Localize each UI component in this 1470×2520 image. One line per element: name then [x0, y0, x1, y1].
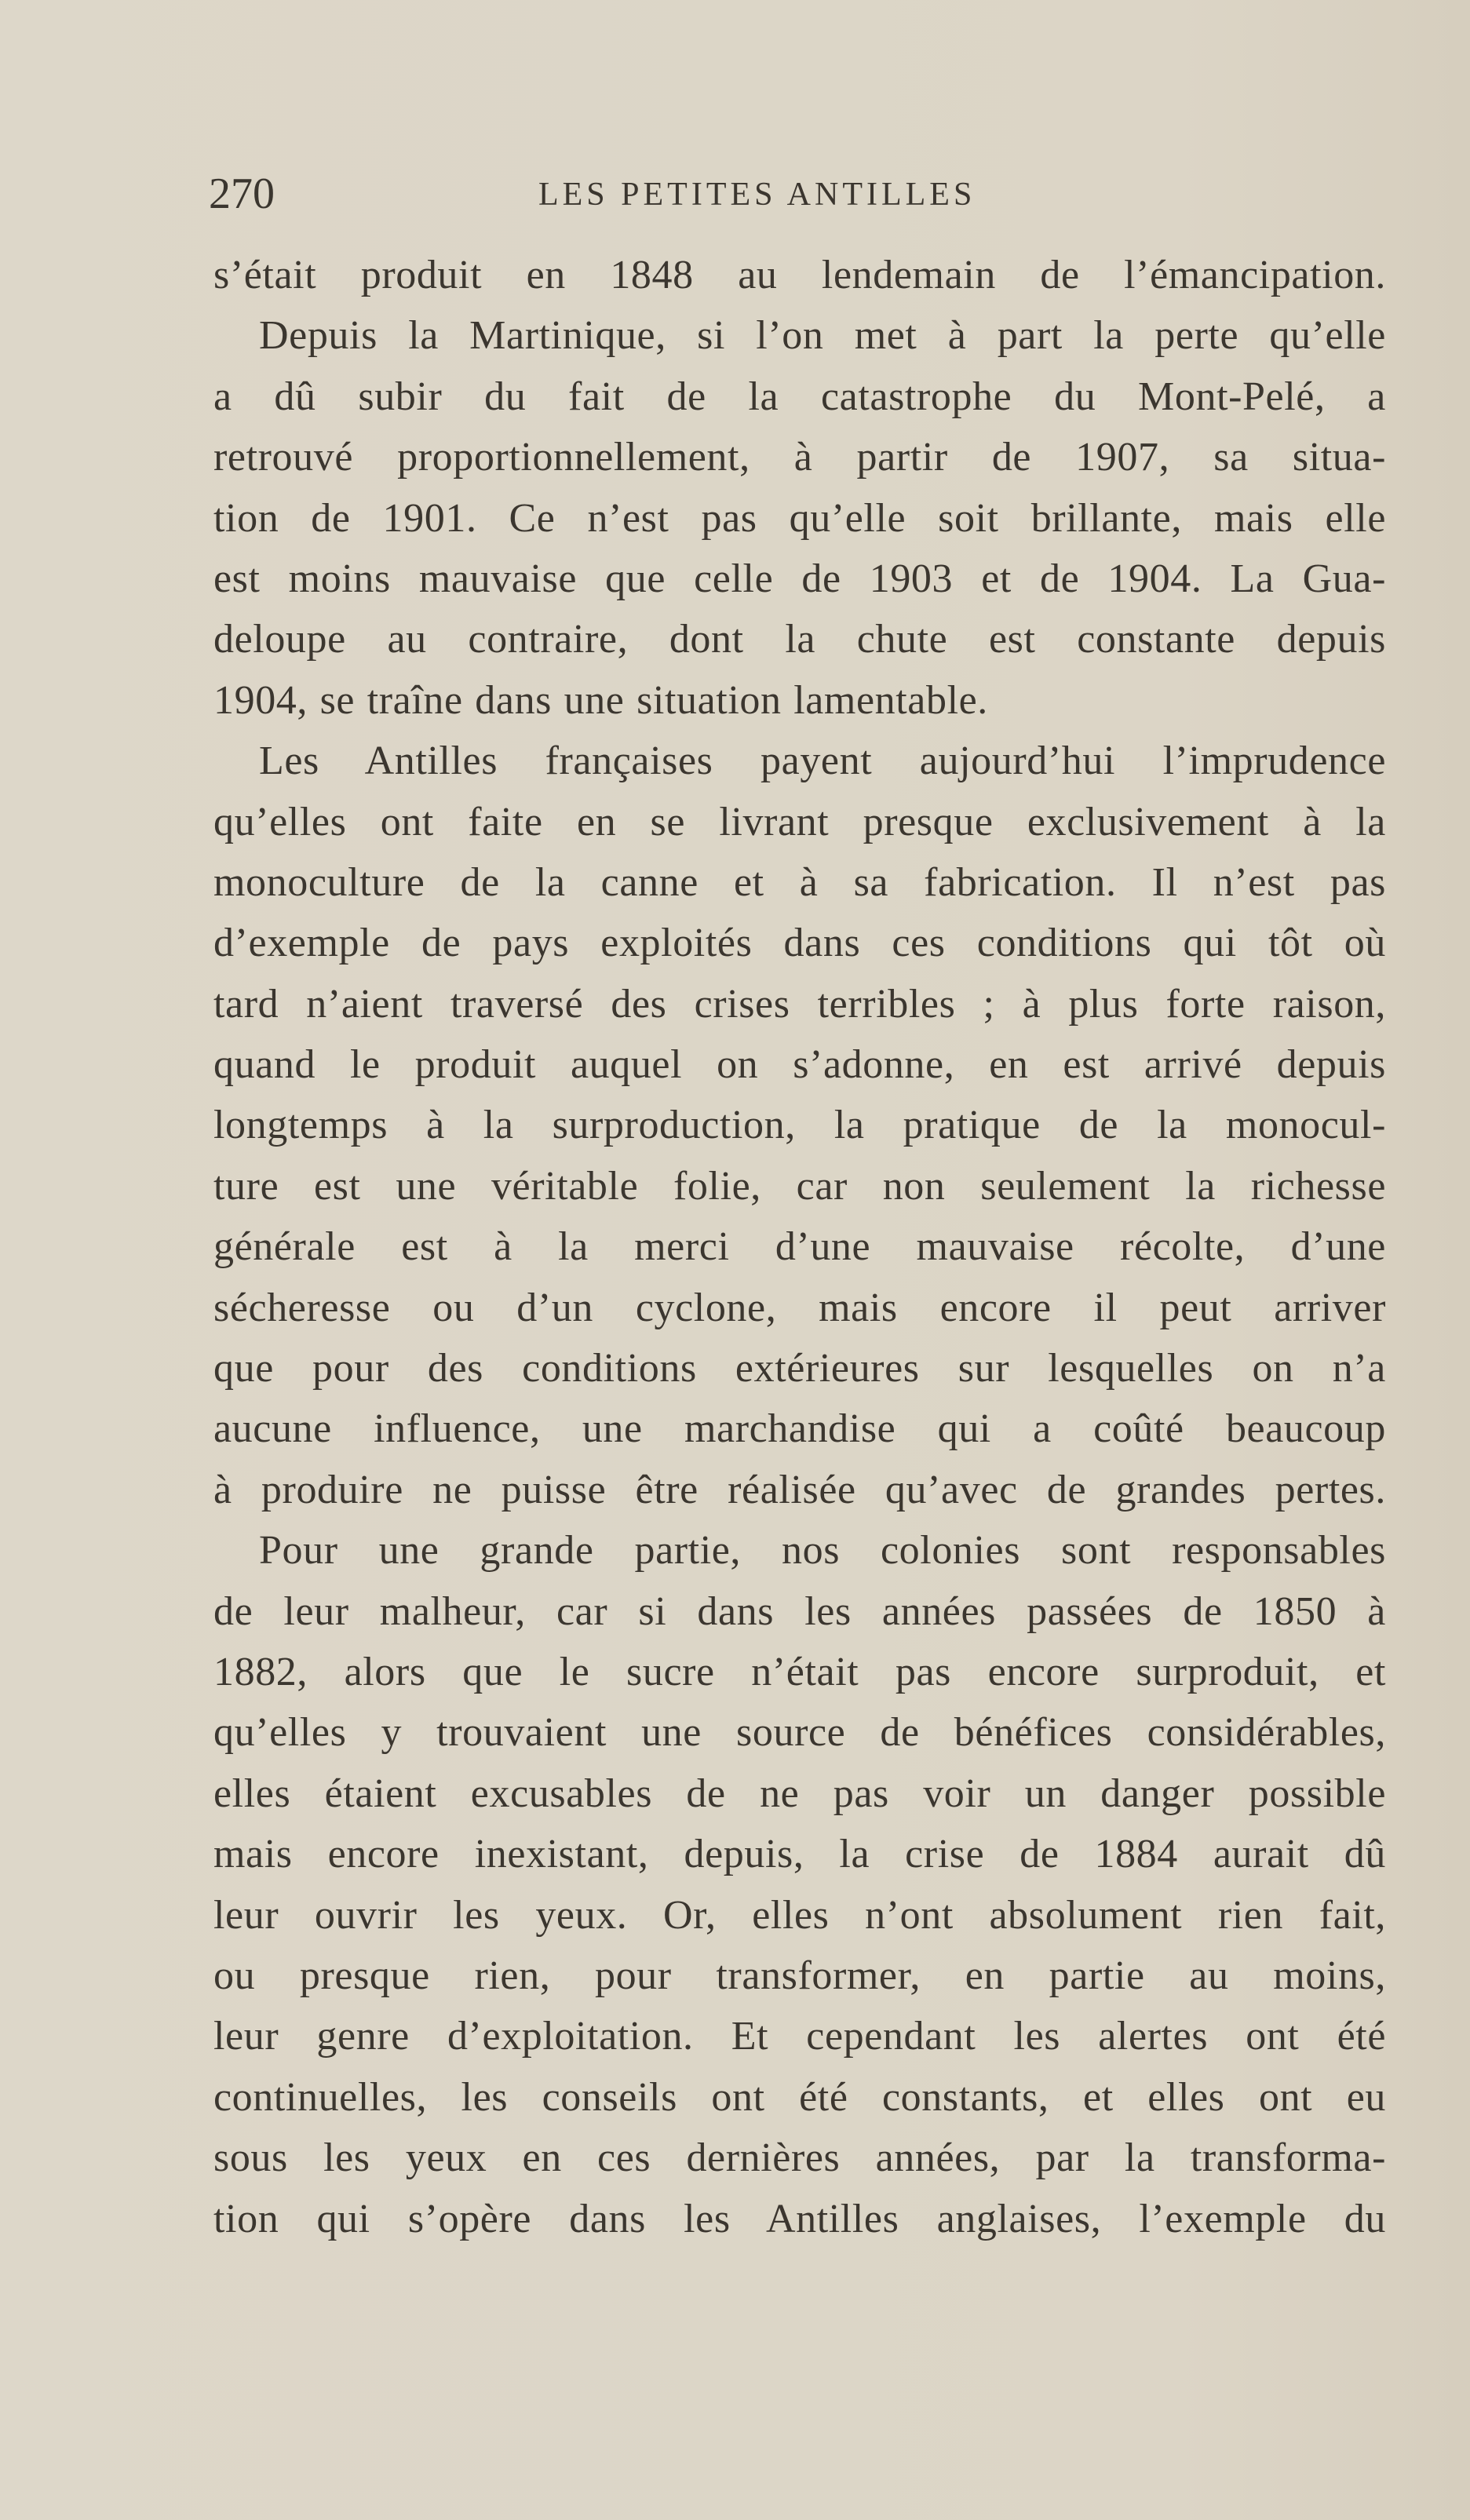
text-line: aucune influence, une marchandise qui a coûté beaucoup — [213, 1406, 1386, 1452]
text-line: 1904, se traîne dans une situation lamentable. — [213, 677, 988, 723]
running-title: LES PETITES ANTILLES — [538, 177, 976, 213]
text-line: tard n’aient traversé des crises terribles ; à plus forte raison, — [213, 981, 1386, 1027]
text-line: à produire ne puisse être réalisée qu’avec de grandes pertes. — [213, 1467, 1386, 1512]
text-line: monoculture de la canne et à sa fabrication. Il n’est pas — [213, 859, 1386, 905]
page-number: 270 — [209, 170, 275, 218]
text-line: Les Antilles françaises payent aujourd’hui l’imprudence — [259, 738, 1386, 784]
text-line: mais encore inexistant, depuis, la crise de 1884 aurait dû — [213, 1832, 1386, 1877]
text-line: retrouvé proportionnellement, à partir de 1907, sa situa- — [213, 435, 1386, 480]
text-line: s’était produit en 1848 au lendemain de l’émancipation. — [213, 253, 1386, 297]
text-line: a dû subir du fait de la catastrophe du Mont-Pelé, a — [213, 374, 1386, 419]
text-line: d’exemple de pays exploités dans ces conditions qui tôt où — [213, 921, 1386, 966]
text-line: ou presque rien, pour transformer, en partie au moins, — [213, 1953, 1386, 1998]
text-line: continuelles, les conseils ont été constants, et elles ont eu — [213, 2074, 1386, 2120]
text-line: qu’elles ont faite en se livrant presque exclusivement à la — [213, 799, 1386, 844]
text-line: est moins mauvaise que celle de 1903 et de 1904. La Gua- — [213, 556, 1386, 601]
text-line: 1882, alors que le sucre n’était pas encore surproduit, et — [213, 1649, 1386, 1694]
text-line: sécheresse ou d’un cyclone, mais encore il peut arriver — [213, 1285, 1386, 1330]
text-line: leur genre d’exploitation. Et cependant les alertes ont été — [213, 2014, 1386, 2059]
text-line: leur ouvrir les yeux. Or, elles n’ont absolument rien fait, — [213, 1892, 1386, 1938]
text-line: tion qui s’opère dans les Antilles anglaises, l’exemple du — [213, 2196, 1386, 2241]
text-line: tion de 1901. Ce n’est pas qu’elle soit brillante, mais elle — [213, 495, 1386, 541]
text-line: générale est à la merci d’une mauvaise récolte, d’une — [213, 1224, 1386, 1270]
text-line: de leur malheur, car si dans les années passées de 1850 à — [213, 1588, 1386, 1634]
text-line: ture est une véritable folie, car non seulement la richesse — [213, 1163, 1386, 1209]
body-text — [213, 245, 1386, 2249]
text-line: Depuis la Martinique, si l’on met à part la perte qu’elle — [259, 313, 1386, 359]
text-line: elles étaient excusables de ne pas voir un danger possible — [213, 1771, 1386, 1816]
page-header — [209, 166, 1386, 221]
text-line: quand le produit auquel on s’adonne, en est arrivé depuis — [213, 1042, 1386, 1088]
text-line: deloupe au contraire, dont la chute est constante depuis — [213, 617, 1386, 662]
text-line: Pour une grande partie, nos colonies sont responsables — [259, 1528, 1386, 1574]
text-line: qu’elles y trouvaient une source de bénéfices considérables, — [213, 1710, 1386, 1756]
text-line: que pour des conditions extérieures sur lesquelles on n’a — [213, 1346, 1386, 1391]
text-line: longtemps à la surproduction, la pratique de la monocul- — [213, 1103, 1386, 1148]
text-line: sous les yeux en ces dernières années, par la transforma- — [213, 2135, 1386, 2181]
